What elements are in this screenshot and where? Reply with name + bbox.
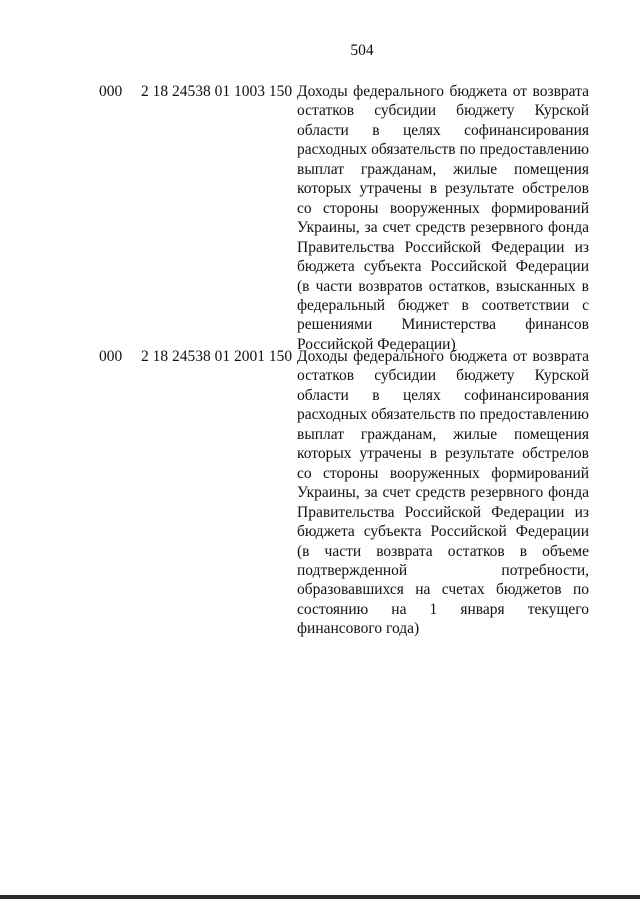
income-description: Доходы федерального бюджета от возврата остатков субсидии бюджету Курской области в целях софинансирования расходных обязательств по предоставлению выплат гражданам, жилые помещения которых утрачены в результате обстрелов со стороны вооруженных формирований Украины, за счет средств резервного фонда Правительства Российской Федерации из бюджета субъекта Российской Федерации (в части возврата остатков в объеме подтвержденной потребности, образовавшихся на счетах бюджетов по состоянию на 1 января текущего финансового года) xyxy=(297,348,589,638)
budget-classification-code: 2 18 24538 01 1003 150 xyxy=(141,83,293,100)
budget-classification-code: 2 18 24538 01 2001 150 xyxy=(141,348,293,365)
admin-code: 000 xyxy=(99,348,123,365)
admin-code: 000 xyxy=(99,83,123,100)
income-description: Доходы федерального бюджета от возврата остатков субсидии бюджету Курской области в целях софинансирования расходных обязательств по предоставлению выплат гражданам, жилые помещения которых утрачены в результате обстрелов со стороны вооруженных формирований Украины, за счет средств резервного фонда Правительства Российской Федерации из бюджета субъекта Российской Федерации (в части возвратов остатков, взысканных в федеральный бюджет в соответствии с решениями Министерства финансов Российской Федерации) xyxy=(297,83,589,353)
scan-bottom-edge xyxy=(0,895,640,899)
page-number: 504 xyxy=(350,42,374,59)
